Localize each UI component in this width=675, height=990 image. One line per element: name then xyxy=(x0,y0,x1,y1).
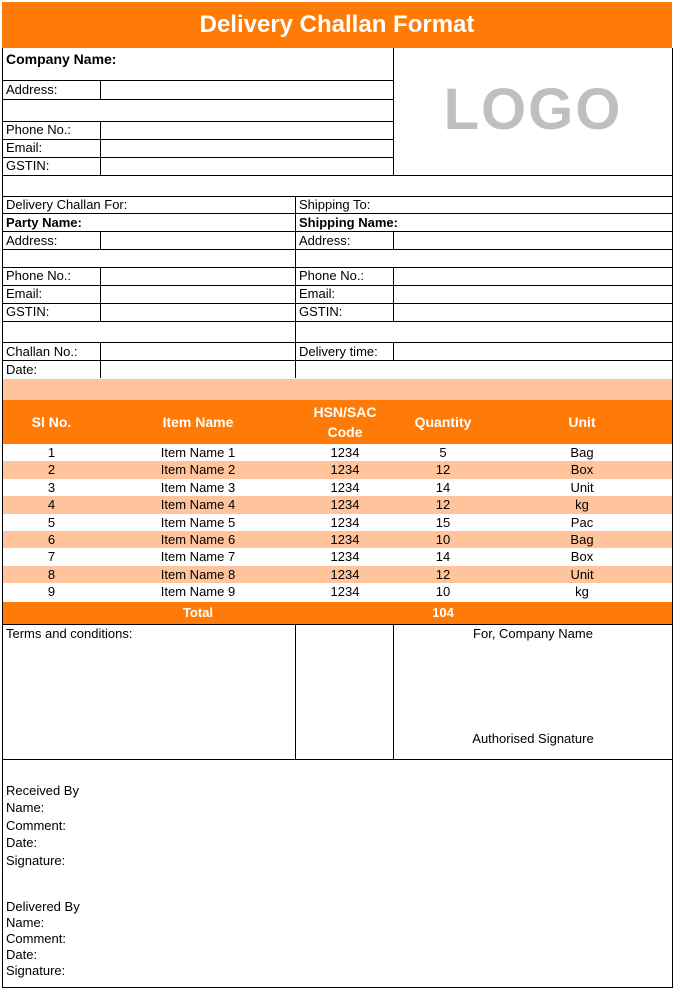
party-name-label: Party Name: xyxy=(6,215,82,230)
row-sl-no: 1 xyxy=(47,445,56,460)
company-name-label: Company Name: xyxy=(6,51,117,67)
received-name-label: Name: xyxy=(6,800,45,815)
authorised-signature-label: Authorised Signature xyxy=(472,731,594,746)
row-quantity: 15 xyxy=(435,514,451,530)
total-quantity: 104 xyxy=(432,605,454,620)
row-item-name: Item Name 5 xyxy=(160,514,236,530)
header-hsn-sac: HSN/SAC xyxy=(313,404,377,420)
row-hsn-code: 1234 xyxy=(330,549,360,565)
company-address-label: Address: xyxy=(6,82,58,97)
row-unit: Box xyxy=(570,462,594,478)
row-quantity: 14 xyxy=(435,479,451,495)
header-code: Code xyxy=(327,424,363,440)
row-unit: Bag xyxy=(570,445,594,460)
header-unit: Unit xyxy=(568,414,596,430)
row-quantity: 10 xyxy=(435,532,451,547)
row-item-name: Item Name 3 xyxy=(160,479,236,495)
company-gstin-label: GSTIN: xyxy=(6,158,50,173)
row-hsn-code: 1234 xyxy=(330,532,360,547)
row-quantity: 12 xyxy=(435,497,451,513)
row-unit: Unit xyxy=(570,566,594,582)
shipping-phone-label: Phone No.: xyxy=(299,268,365,283)
row-item-name: Item Name 6 xyxy=(160,532,236,547)
delivered-date-label: Date: xyxy=(6,947,38,962)
row-item-name: Item Name 8 xyxy=(160,566,236,582)
delivered-comment-label: Comment: xyxy=(6,931,66,946)
row-sl-no: 6 xyxy=(47,532,56,547)
row-hsn-code: 1234 xyxy=(330,566,360,582)
shipping-heading: Shipping To: xyxy=(299,197,371,212)
party-email-label: Email: xyxy=(6,286,43,301)
received-signature-label: Signature: xyxy=(6,853,66,868)
delivered-name-label: Name: xyxy=(6,915,45,930)
received-date-label: Date: xyxy=(6,835,38,850)
received-by-heading: Received By xyxy=(6,783,79,798)
challan-for-heading: Delivery Challan For: xyxy=(6,197,128,212)
row-sl-no: 4 xyxy=(47,497,56,513)
received-comment-label: Comment: xyxy=(6,818,66,833)
challan-no-label: Challan No.: xyxy=(6,344,78,359)
terms-label: Terms and conditions: xyxy=(6,626,133,641)
delivered-by-heading: Delivered By xyxy=(6,899,80,914)
row-hsn-code: 1234 xyxy=(330,514,360,530)
row-unit: Bag xyxy=(570,532,594,547)
page-title: Delivery Challan Format xyxy=(199,11,475,38)
row-item-name: Item Name 1 xyxy=(160,445,236,460)
row-hsn-code: 1234 xyxy=(330,497,360,513)
header-item-name: Item Name xyxy=(162,414,234,430)
row-sl-no: 8 xyxy=(47,566,56,582)
row-sl-no: 5 xyxy=(47,514,56,530)
row-unit: kg xyxy=(575,584,589,600)
spacer-band xyxy=(3,379,672,400)
row-item-name: Item Name 4 xyxy=(160,497,236,513)
row-quantity: 12 xyxy=(435,462,451,478)
shipping-name-label: Shipping Name: xyxy=(299,215,398,230)
total-label: Total xyxy=(182,605,214,620)
row-sl-no: 7 xyxy=(47,549,56,565)
shipping-gstin-label: GSTIN: xyxy=(299,304,343,319)
company-phone-label: Phone No.: xyxy=(6,122,72,137)
row-item-name: Item Name 2 xyxy=(160,462,236,478)
row-hsn-code: 1234 xyxy=(330,462,360,478)
row-unit: Unit xyxy=(570,479,594,495)
date-label: Date: xyxy=(6,362,38,377)
row-item-name: Item Name 7 xyxy=(160,549,236,565)
row-hsn-code: 1234 xyxy=(330,445,360,460)
row-hsn-code: 1234 xyxy=(330,479,360,495)
row-item-name: Item Name 9 xyxy=(160,584,236,600)
header-quantity: Quantity xyxy=(414,414,472,430)
row-hsn-code: 1234 xyxy=(330,584,360,600)
company-email-label: Email: xyxy=(6,140,43,155)
row-quantity: 14 xyxy=(435,549,451,565)
party-phone-label: Phone No.: xyxy=(6,268,72,283)
row-unit: kg xyxy=(575,497,589,513)
delivered-signature-label: Signature: xyxy=(6,963,66,978)
for-company-label: For, Company Name xyxy=(473,626,593,641)
delivery-time-label: Delivery time: xyxy=(299,344,378,359)
header-sl-no: Sl No. xyxy=(31,414,72,430)
row-sl-no: 3 xyxy=(47,479,56,495)
row-quantity: 5 xyxy=(439,445,447,460)
row-sl-no: 9 xyxy=(47,584,56,600)
row-sl-no: 2 xyxy=(47,462,56,478)
party-gstin-label: GSTIN: xyxy=(6,304,50,319)
shipping-address-label: Address: xyxy=(299,233,351,248)
row-unit: Box xyxy=(570,549,594,565)
shipping-email-label: Email: xyxy=(299,286,336,301)
row-quantity: 12 xyxy=(435,566,451,582)
logo-placeholder: LOGO xyxy=(443,77,623,142)
row-quantity: 10 xyxy=(435,584,451,600)
row-unit: Pac xyxy=(570,514,594,530)
party-address-label: Address: xyxy=(6,233,58,248)
